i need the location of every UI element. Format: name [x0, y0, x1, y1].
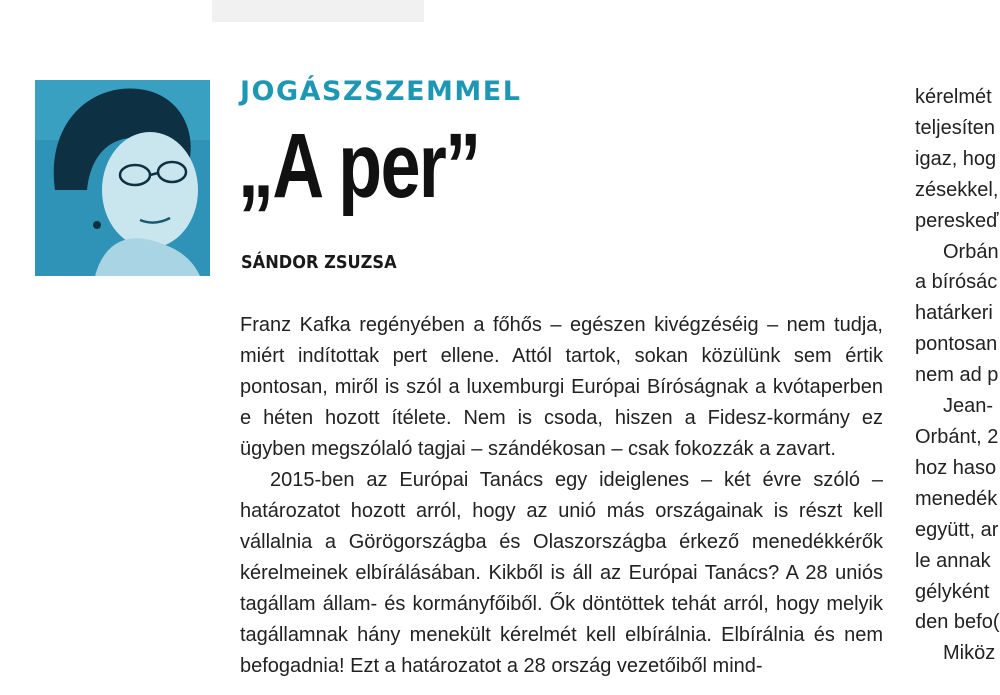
right-column-line: igaz, hog — [915, 147, 997, 170]
author-photo — [35, 80, 210, 276]
right-column-line: kérelmét — [915, 86, 992, 108]
article-paragraph: 2015-ben az Európai Tanács egy ideiglenes – két évre szóló – határozatot hozott arról, hogy az unió más országainak is részt kell vállalnia a Görögországba és Olaszországba érkező menedékkérők kérelmeinek elbírálásában. Kikből is áll az Európai Tanács? A 28 uniós tagállam állam- és kormányfőiből. Ők döntöttek tehát arról, hogy melyik tagállamnak hány menekült kérelmét kell elbírálnia. Elbírálnia és nem befogadnia! Ezt a határozatot a 28 ország vezetőiből mind- — [240, 469, 883, 677]
article-main-column — [240, 310, 883, 682]
right-column-line: den befo( — [915, 611, 1000, 634]
author-byline: SÁNDOR ZSUZSA — [241, 252, 397, 273]
article-right-column — [915, 82, 1000, 669]
right-column-line: hoz haso — [915, 456, 997, 479]
right-column-line: gélyként — [915, 580, 990, 603]
right-column-line: Miköz — [943, 642, 996, 665]
top-decorative-strip — [212, 0, 424, 22]
right-column-line: pontosan — [915, 333, 998, 356]
right-column-line: határkeri — [915, 302, 993, 325]
right-column-line: pereskeď — [915, 209, 999, 232]
right-column-line: Orbánt, 2 — [915, 425, 999, 448]
article-headline: „A per” — [238, 115, 480, 217]
right-column-line: a bírósác — [915, 271, 998, 294]
right-column-line: Jean- — [943, 395, 994, 418]
right-column-line: Orbán — [943, 240, 999, 263]
article-paragraph: Franz Kafka regényében a főhős – egészen kivégzéséig – nem tudja, miért indítottak pert ellene. Attól tartok, sokan közülünk sem értik pontosan, miről is szól a luxemburgi Európai Bíróságnak a kvótaperben e héten hozott ítélete. Nem is csoda, hiszen a Fidesz-kormány ez ügyben megszólaló tagjai – szándékosan – csak fokozzák a zavart. — [240, 314, 883, 460]
right-column-line: le annak — [915, 549, 991, 572]
right-column-line: zésekkel, — [915, 178, 999, 201]
right-column-line: nem ad p — [915, 364, 999, 387]
right-column-line: menedék — [915, 487, 998, 510]
right-column-line: teljesíten — [915, 116, 996, 139]
right-column-line: együtt, ar — [915, 518, 999, 541]
section-label: JOGÁSZSZEMMEL — [240, 76, 522, 107]
